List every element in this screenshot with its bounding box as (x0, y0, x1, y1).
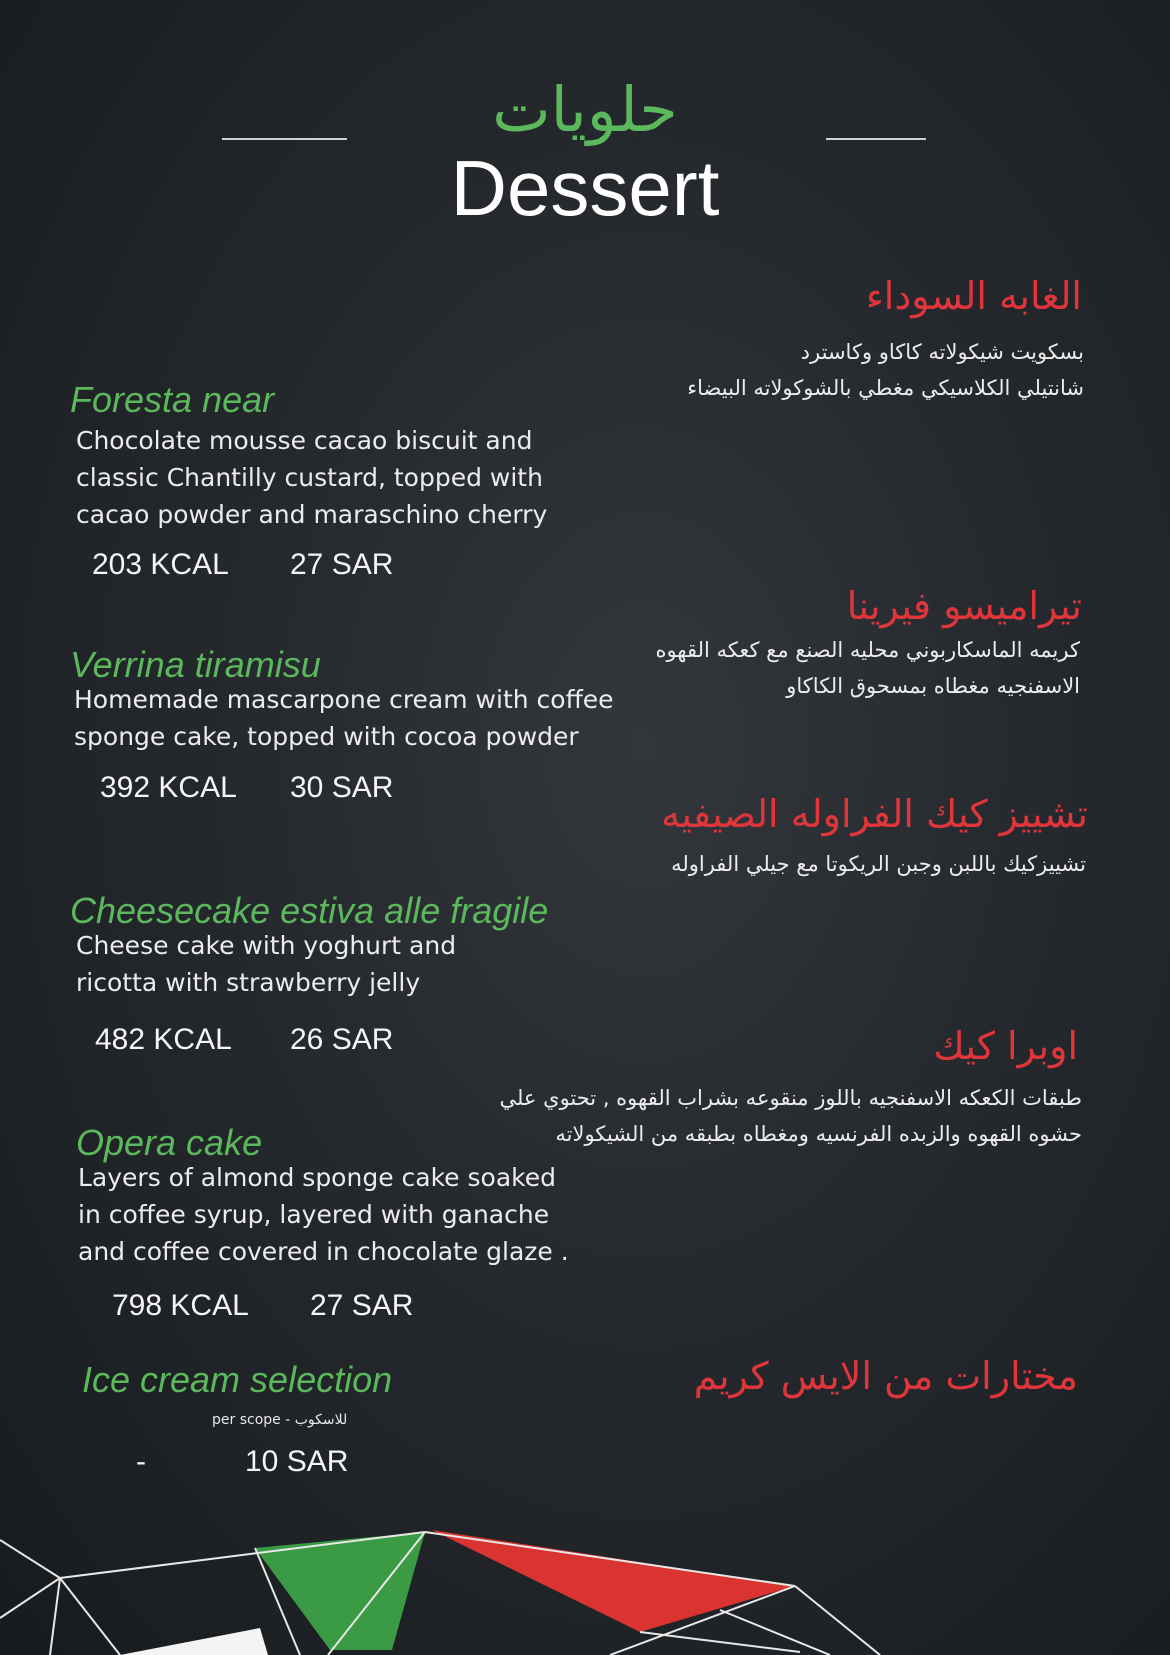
item-calories: 203 KCAL (92, 548, 229, 581)
description-line: ricotta with strawberry jelly (76, 968, 421, 997)
ice-cream-note: per scope - للاسكوب (212, 1412, 348, 1428)
description-line: classic Chantilly custard, topped with (76, 463, 543, 492)
description-line: الاسفنجيه مغطاه بمسحوق الكاكاو (786, 674, 1080, 698)
description-line: cacao powder and maraschino cherry (76, 500, 548, 529)
ice-cream-calories: - (136, 1445, 146, 1478)
item-description-arabic (655, 632, 1080, 704)
description-line: in coffee syrup, layered with ganache (78, 1200, 550, 1229)
description-line: حشوه القهوه والزبده الفرنسيه ومغطاه بطبقه من الشيكولاته (555, 1122, 1082, 1146)
item-name: Foresta near (70, 379, 275, 420)
item-description-arabic (499, 1080, 1082, 1152)
description-line: Cheese cake with yoghurt and (76, 931, 457, 960)
item-description (76, 422, 547, 533)
item-description-arabic (671, 846, 1086, 882)
menu-item-cheesecake (70, 889, 548, 1001)
description-line: بسكويت شيكولاته كاكاو وكاسترد (800, 340, 1084, 364)
item-calories: 482 KCAL (95, 1023, 232, 1056)
description-line: Homemade mascarpone cream with coffee (74, 685, 614, 714)
menu-item-name-arabic: تشييز كيك الفراوله الصيفيه (661, 792, 1088, 836)
description-line: Chocolate mousse cacao biscuit and (76, 426, 533, 455)
menu-item-verrina-tiramisu (70, 643, 614, 755)
description-line: sponge cake, topped with cocoa powder (74, 722, 579, 751)
item-description (74, 681, 614, 755)
item-price: 30 SAR (290, 771, 394, 804)
ice-cream-title: Ice cream selection (82, 1359, 393, 1400)
item-description (78, 1159, 569, 1270)
description-line: Layers of almond sponge cake soaked (78, 1163, 556, 1192)
description-line: طبقات الكعكه الاسفنجيه باللوز منقوعه بشراب القهوه , تحتوي علي (499, 1086, 1082, 1110)
menu-item-name-arabic: مختارات من الايس كريم (693, 1354, 1078, 1398)
page-title: Dessert (450, 144, 720, 232)
item-price: 27 SAR (310, 1289, 414, 1322)
item-price: 26 SAR (290, 1023, 394, 1056)
description-line: and coffee covered in chocolate glaze . (78, 1237, 569, 1266)
page-title-arabic: حلويات (492, 73, 678, 146)
menu-item-opera-cake (76, 1121, 569, 1270)
item-calories: 392 KCAL (100, 771, 237, 804)
item-description-arabic (687, 334, 1084, 406)
ice-cream-price: 10 SAR (245, 1445, 349, 1478)
description-line: تشييزكيك باللبن وجبن الريكوتا مع جيلي الفراوله (671, 852, 1086, 876)
decorative-geometric-footer (0, 1500, 1170, 1655)
menu-item-name-arabic: الغابه السوداء (865, 274, 1082, 318)
item-price: 27 SAR (290, 548, 394, 581)
item-description (76, 927, 548, 1001)
description-line: كريمه الماسكاربوني محليه الصنع مع كعكه القهوه (655, 638, 1080, 662)
menu-item-foresta-near (70, 378, 547, 533)
item-name: Opera cake (76, 1122, 263, 1163)
item-name: Verrina tiramisu (70, 644, 321, 685)
description-line: شانتيلي الكلاسيكي مغطي بالشوكولاته البيضاء (687, 376, 1084, 400)
menu-item-name-arabic: تيراميسو فيرينا (846, 584, 1082, 628)
item-calories: 798 KCAL (112, 1289, 249, 1322)
menu-item-name-arabic: اوبرا كيك (933, 1024, 1078, 1068)
item-name: Cheesecake estiva alle fragile (70, 890, 549, 931)
